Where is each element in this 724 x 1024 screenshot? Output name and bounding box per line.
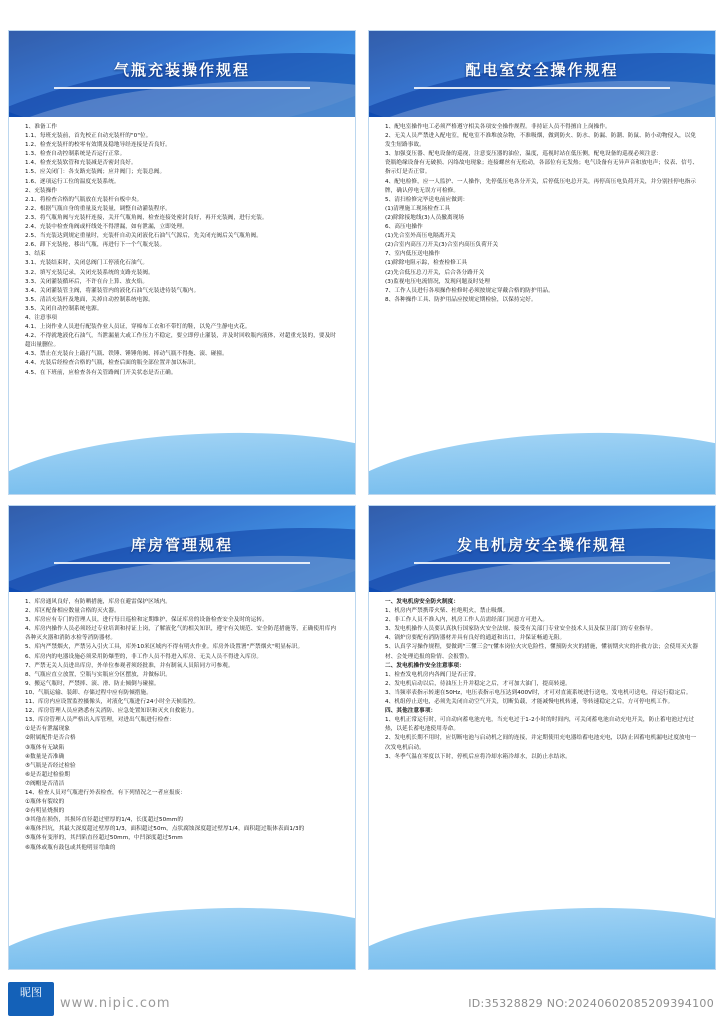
panel-power-distribution-room-safety [368,30,716,495]
regulation-line: 2.4、充装中检查角阀或杆线处不得泄漏，如有泄漏，立即处理。 [25,224,188,231]
regulation-line: ⑥是否超过检验期 [25,771,70,778]
panel-body [25,598,341,903]
watermark-site: www.nipic.com [60,996,171,1011]
panel-body [385,123,701,428]
regulation-line: 3.1、充装结束时，关闭总阀门工停液化石油气。 [25,260,149,267]
regulation-line: 4.3、禁止在充装台上敲打气瓶、铁锤、锤锤角阀、摔动气瓶不得拖、滚、碰撞。 [25,351,228,358]
footer-wave [9,432,355,494]
nipic-logo: 昵图 [8,982,54,1016]
regulation-line: 12、库房管理人员应熟悉有关消防、应急处置知识和灭火自救能力。 [25,708,198,715]
regulation-line: 4、库房内操作人员必须经过专业培训和持证上岗，了解液化气的相关知识，遵守有关规范、安全防范措施等，正确使用库内各种灭火器和消防水检等消防器材。 [25,626,337,642]
regulation-line: 2、充装操作 [25,187,58,194]
regulation-line: (3)监视电压电流情况，发现问题及时处理 [385,278,491,285]
regulation-line: 四、其他注意事项： [385,708,437,715]
regulation-line: 1.2、检查充装杆的校零有效期及稳地导经连接是否良好。 [25,142,171,149]
panel-title-wrap [9,532,355,564]
regulation-line: 2、发电机启动以后，待油压上升并稳定之后，才可加大油门，提高转速。 [385,680,571,687]
regulation-line: (2)除除接地线(3)人员撤离现场 [385,214,465,221]
regulation-line: ②附属配件是否合格 [25,735,76,742]
regulation-line: (2)合室内高压刀开关(3)合室内高压负荷开关 [385,242,499,249]
regulation-line: 1.4、检查充装软管和充装减是否密封良好。 [25,160,137,167]
regulation-line: 4.5、在下班前，应检查各有关管路阀门开关状态是否正确。 [25,369,177,376]
regulation-line: 4、配电检修，应一人监护、一人操作，先停低压电各分开关，后停低压电总开关，再停高压电负荷开关，并分别挂停电指示牌，确认停电无误方可检修。 [385,178,697,194]
regulation-line: 2.5、当充装达到规定重量时，充装杆自动关闭液化石油气气源后，先关闭充阀后关气瓶角阀。 [25,233,262,240]
footer-wave [369,432,715,494]
regulation-line: 8、气瓶应直立放置，空瓶与实瓶应分区摆放，并做标识。 [25,671,172,678]
regulation-line: ①是否有泄漏现象 [25,726,70,733]
wave-shape-pale [9,432,355,494]
footer-wave [9,907,355,969]
regulation-line: 4、锅炉房要配有消防器材并具有良好的通道和出口，并保证畅通无阻。 [385,635,566,642]
regulation-line: 3.3、关闭灌装循环后，不许在台上算、放火焰。 [25,278,149,285]
regulation-line: 2、无关人员严禁进入配电室，配电室不准堆放杂物，不准吸烟，做到防火、防水、防漏、防潮、防鼠、防小动物侵入，以免发生短路事故。 [385,133,697,149]
footer-wave [369,907,715,969]
regulation-line: 7、室内低压送电操作 [385,251,440,258]
regulation-line: 4.4、充装后经检查合格的气瓶，检查后面的瓶全部位置并加以标识。 [25,360,200,367]
regulation-line: ③瓶体有无缺陷 [25,744,65,751]
regulation-line: 5、清扫检修完毕送电前应做到： [385,196,469,203]
regulation-line: 9、搬运气瓶时，严禁摔、滚、滑、防止倾倒与碰撞。 [25,680,160,687]
regulation-line: ⑥瓶体或瓶有鼓包或其他明显弯曲的 [25,844,116,851]
regulation-line: ①瓶体有裂纹的 [25,799,65,806]
regulation-line: 1、电机正常运行时，可自动向蓄电池充电，当充电过于1-2小时的时间内，可关闭蓄电池自动充电开关，防止蓄电池过充过热，以延长蓄电池使用寿命。 [385,717,695,733]
regulation-line: 1.6、逐项运行工位的温度充装系统。 [25,178,120,185]
title-underline [414,87,670,89]
panel-grid [8,30,716,970]
panel-body [25,123,341,428]
regulation-line: 3、发电机操作人员要认真执行国家防火安全法规、接受有关部门专业安全技术人员及保卫部门的专业指导。 [385,626,657,633]
panel-gas-cylinder-filling [8,30,356,495]
regulation-line: 一、发电机房安全防火制度： [385,599,460,605]
regulation-line: 1.5、应关闭门：各支路充装阀；应并阀门；充装总阀。 [25,169,166,176]
watermark-bar [0,970,724,1024]
regulation-line: 2.2、根据气瓶自身的重量及充装量，调整自动灌装程序。 [25,205,171,212]
regulation-line: 1.1、每班充装前，首先校正自动充装杆的"0"位。 [25,133,152,140]
regulation-line: 2、非工作人员不准入内，机房工作人员需经部门同意方可进入。 [385,617,549,624]
regulation-line: 3、加强变压器、配电设备的巡视，注意变压器的油位，温度，巡视时站在低压侧，配电设备的巡视必须注意： [385,151,662,158]
regulation-line: 11、库房内应设置监控摄像头，对液化气瓶进行24小时全天候监控。 [25,699,200,706]
regulation-line: 3.2、填写充装记录，关闭充装系统的支路充装阀。 [25,269,154,276]
panel-title-wrap [369,532,715,564]
regulation-line: 10、气瓶运输、装卸、存储过程中应有防倾措施。 [25,689,152,696]
regulation-line: 5、库内严禁烟火，严禁另入引火工具，库外10米区域内不得有明火作业。库房外设置署"严禁烟火"明显标识。 [25,644,304,651]
regulation-line: 二、发电机操作安全注意事项： [385,662,465,669]
watermark-id: ID:35328829 NO:20240602085209394100 [468,997,714,1010]
wave-shape-pale [9,907,355,969]
regulation-line: 2.3、将气瓶角阀与充装杆连接，关开气瓶角阀，检查连接处密封良好，再开充装阀，进行充装。 [25,214,268,221]
regulation-line: 1.3、检查自动控制系统是否运行正常。 [25,151,126,158]
panel-warehouse-management [8,505,356,970]
regulation-line: ⑤瓶体有变形的，其凹陷直径超过50mm，中凹深度超过5mm [25,835,183,842]
regulation-line: 8、各种操作工具、防护用品应按规定期检验，以保持完好。 [385,296,537,303]
regulation-line: 3.5、清洁充装杆及地面，关掉自动控制系统电源。 [25,296,154,303]
regulation-line: ④数量是否准确 [25,753,65,760]
panel-title-wrap [369,57,715,89]
regulation-line: (1)除除电阻示踪，检查检修工具 [385,260,468,267]
regulation-line: (2)先合低压总刀开关，后合各分路开关 [385,269,485,276]
wave-shape-pale [369,907,715,969]
regulation-line: 2、发电机长期不用时，应切断电池与启动机之间的连接，并定期使用充电器给蓄电池充电，以防止因蓄电机漏电过度放电一次发电机启动。 [385,735,697,751]
panel-title: 库房管理规程 [130,536,233,554]
regulation-line: 瓷瓶绝缘设备有无破损、闪络故电现象；连接螺丝有无松动，各部位有无发热；电气设备有无异声音和放电声；仪表、信号、指示灯是否正常。 [385,160,699,176]
regulation-line: 3、库房应有专门的管理人员，进行每日巡检和定期维护，保证库房的设备检查安全及时的运转。 [25,617,268,624]
regulation-line: 3、当频率表指示转速在50Hz，电压表指示电压达到400V时，才可对直流系统进行送电，发电机可送电，待运行稳定后。 [385,689,692,696]
title-underline [54,87,310,89]
panel-title: 配电室安全操作规程 [465,61,619,79]
panel-title-wrap [9,57,355,89]
regulation-line: 4、机组停止送电，必须先关闭自动空气开关，切断负载，才能减慢电机转速，等转速稳定之后，方可停电机工作。 [385,699,674,706]
regulation-line: 4.2、不得就地液化石油气，当泄漏量大或工作压力不稳定，要立即停止灌装，并及时回收瓶内液体，对超重充装的，要及时超出量删位。 [25,333,336,349]
regulation-line: ⑤气瓶是否经过检验 [25,762,76,769]
regulation-line: 3、结束 [25,251,46,258]
regulation-line: 2.1、将检查合格的气瓶放在充装杆台板中央。 [25,196,143,203]
regulation-line: 2.6、卸下充装枪，移出气瓶，再进行下一个气瓶充装。 [25,242,166,249]
panel-title: 发电机房安全操作规程 [456,536,627,554]
regulation-line: (1)清理施工现场检查工具 [385,205,451,212]
regulation-line: 1、机房内严禁携带火柴、杜绝明火，禁止吸烟。 [385,608,509,615]
wave-shape-pale [369,432,715,494]
regulation-line: 14、检查人员对气瓶进行外表检查，有下列情况之一者应报废： [25,789,187,796]
regulation-line: 3.5、关闭自动控制系统电源。 [25,305,103,312]
regulation-line: 7、工作人员进行各项操作检修时必须按规定穿戴合格的防护用品。 [385,287,554,294]
regulation-line: 6、高压电操作 [385,224,423,231]
panel-body [385,598,701,903]
regulation-line: 1、库房通风良好，有防晒措施，库房在避雷保护区域内。 [25,599,172,605]
regulation-line: ③其他在损伤，其损坏直径超过壁厚的1/4，长度超过50mm的 [25,817,184,824]
panel-generator-room-safety [368,505,716,970]
title-underline [54,562,310,564]
regulation-line: 4.1、上岗作业人员进行配装作业人员证，穿棉布工衣和不带钉的鞋，以免产生静电火花。 [25,324,251,331]
regulation-line: 7、严禁无关人员进出库房，外单位参观者须经批准，并有制氧人员陪同方可参观。 [25,662,234,669]
title-underline [414,562,670,564]
regulation-line: (1)先合室外高压电隔离开关 [385,233,456,240]
regulation-line: 2、库区配备相应数量合格的灭火器。 [25,608,120,615]
regulation-line: 4、注意事项 [25,314,58,321]
regulation-line: 3.4、关闭灌装管主阀，将灌装管内的液化石油气充装进待装气瓶内。 [25,287,200,294]
regulation-line: 5、认真学习操作规程，要做到"三懂三会"(懂本岗位火灾危险性，懂预防火灾的措施，懂初期火灾的扑救方法；会使用灭火器材、会处理追报的险情、会报警)。 [385,644,699,660]
regulation-line: 1、配电室操作电工必须严格遵守相关各项安全操作规程。非持证人员不得擅自上岗操作。 [385,124,611,130]
regulation-line: ②有明显烧损的 [25,808,65,815]
regulation-line: 6、库房内的电器设施必须采用防爆型的，非工作人员不得进入库房、无关人员不得进入库房。 [25,653,263,660]
regulation-line: 13、库房管理人员严格出入库管理，对进出气瓶进行检查： [25,717,175,724]
regulation-line: ⑦阀帽是否清洁 [25,780,65,787]
panel-title: 气瓶充装操作规程 [113,61,250,79]
regulation-line: 3、冬季气温在零度以下时，停机后应将冷却水箱冷却水，以防止水结冰。 [385,753,571,760]
regulation-line: 1、准备工作 [25,124,58,130]
regulation-line: 1、检查发电机房内各阀门是否正常。 [385,671,480,678]
regulation-line: ④瓶体凹坑，其最大深度超过壁厚的1/3，面积超过50m，点状腐蚀深度超过壁厚1/4，面积超过瓶体表面1/3的 [25,826,305,833]
